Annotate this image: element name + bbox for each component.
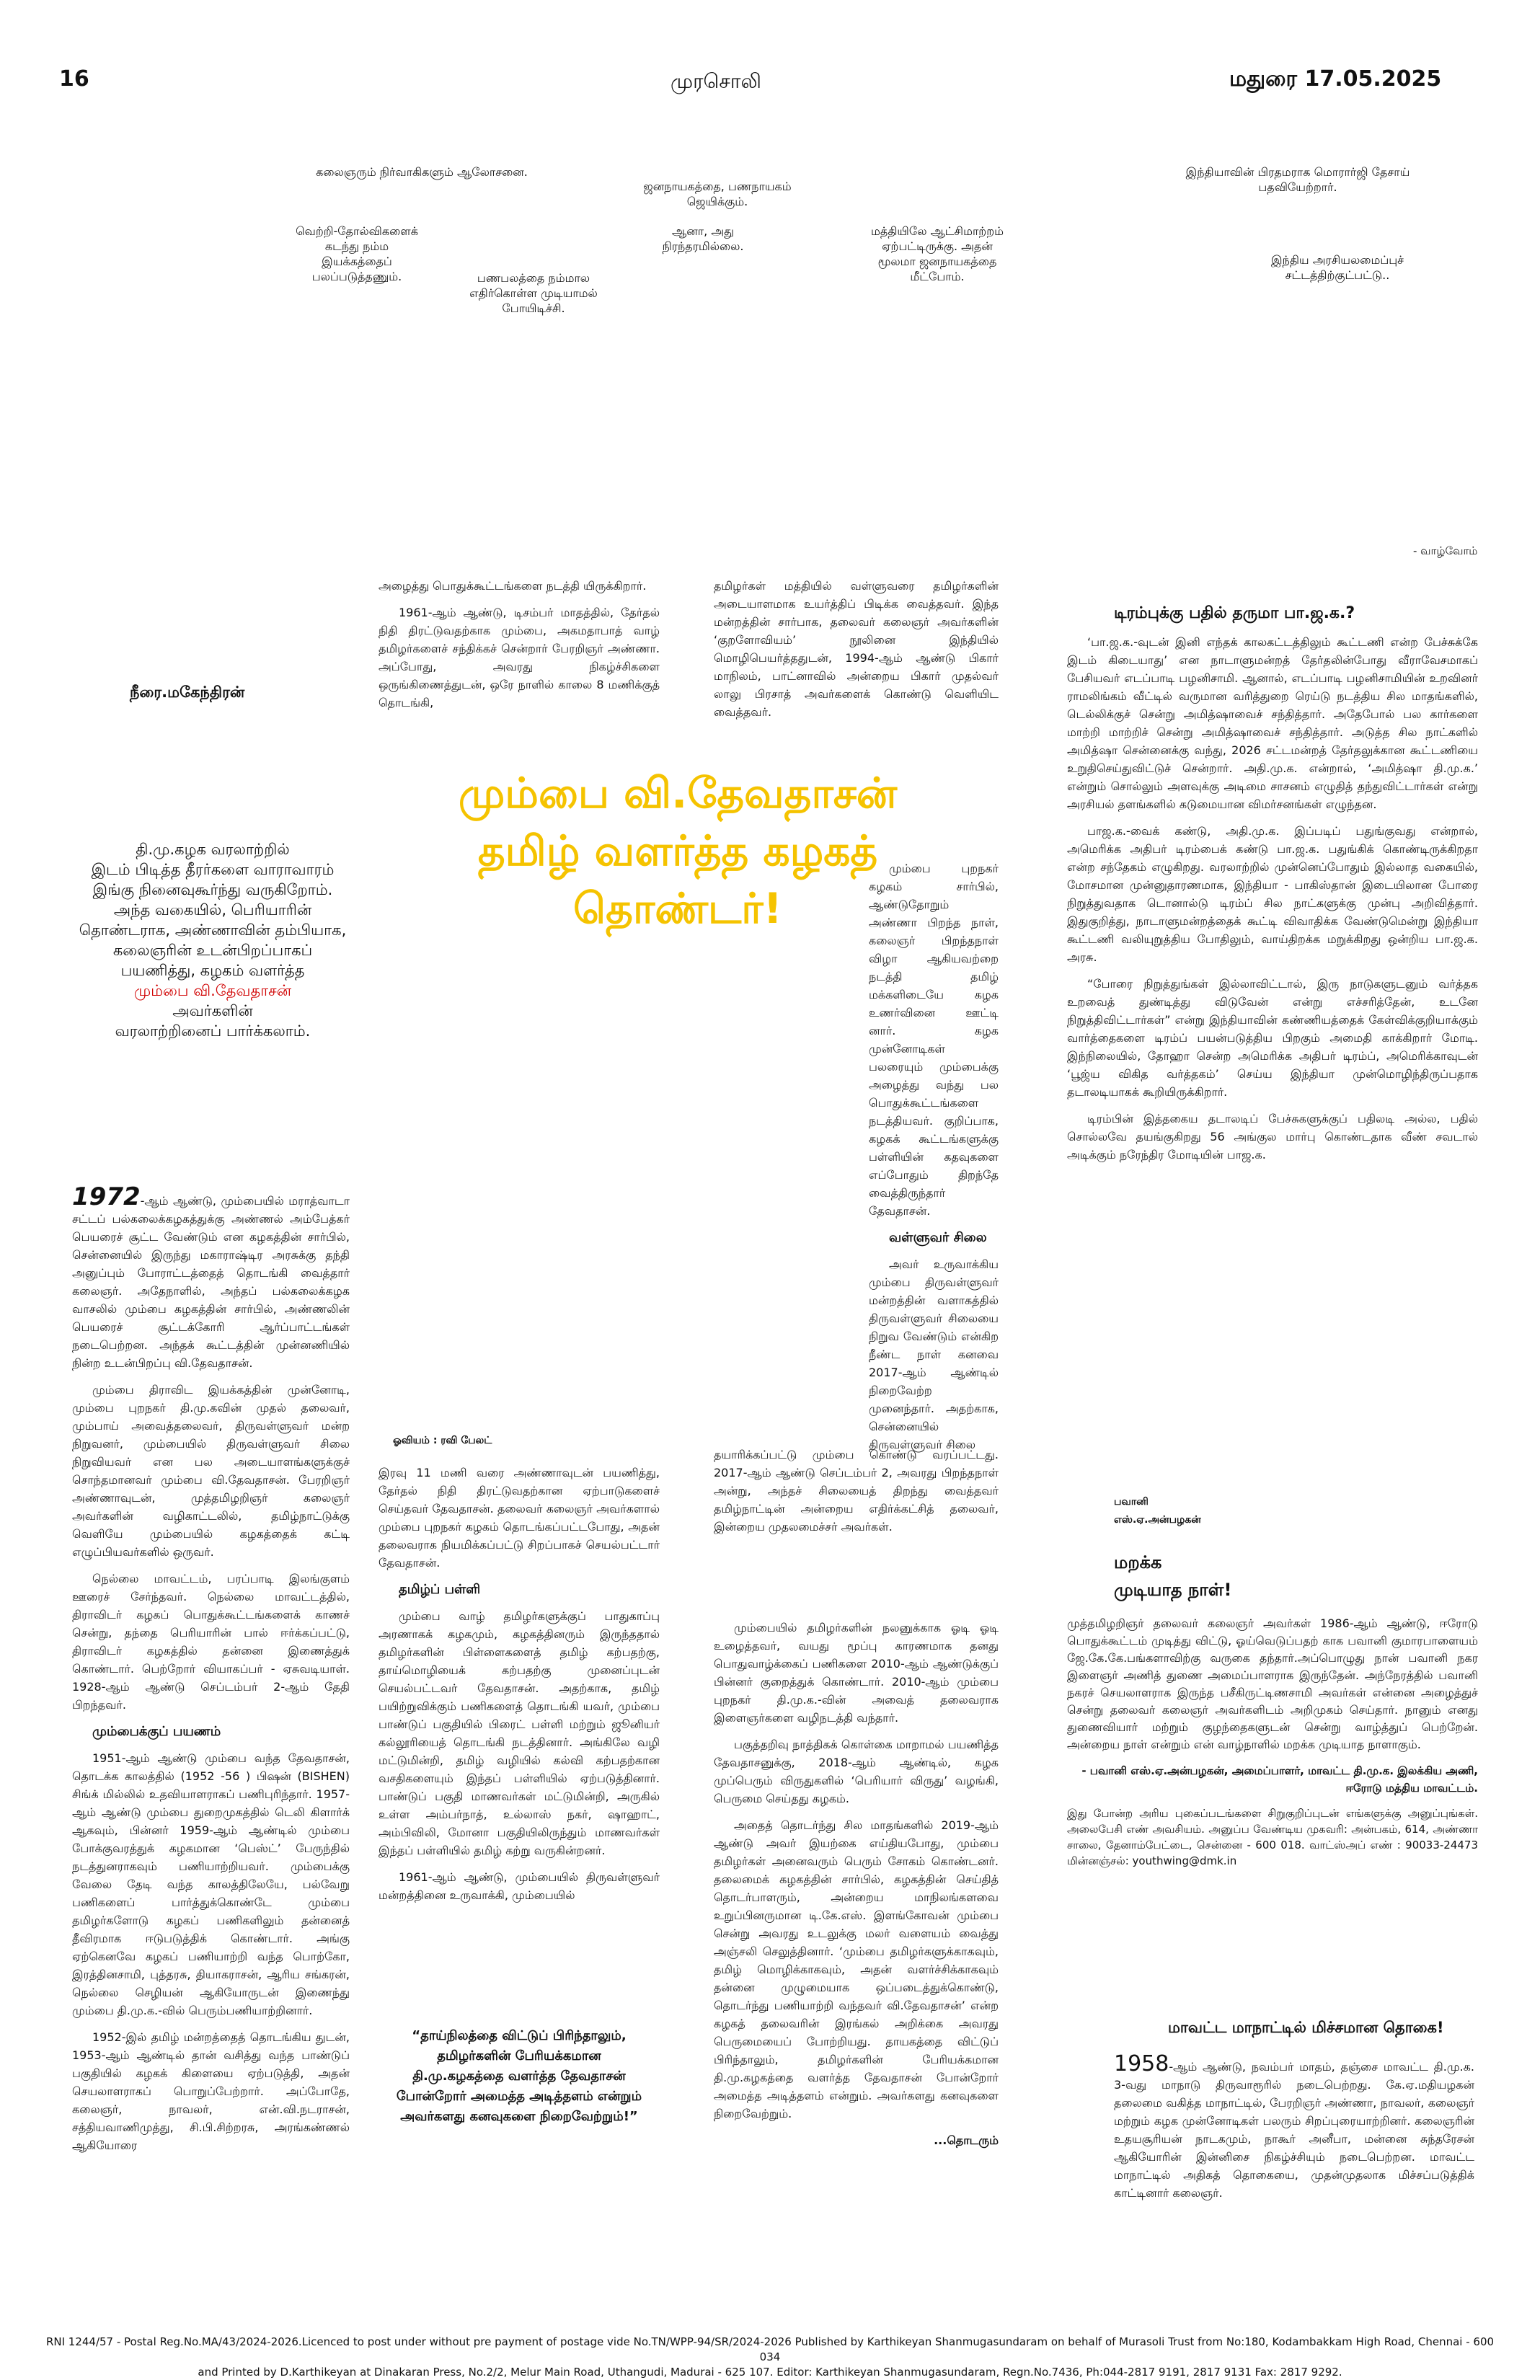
year-1958: 1958 bbox=[1114, 2051, 1169, 2076]
paragraph: ‘பா.ஜ.க.-வுடன் இனி எந்தக் காலகட்டத்திலும் கூட்டணி என்ற பேச்சுக்கே இடம் கிடையாது’ என நாடாளுமன்றத் தேர்தலின்போது வீராவேசமாகப் பேசியவர் எடப்பாடி பழனிசாமி. ஆனால், எடப்பாடி பழனிசாமியின் உறவினர் ராமலிங்கம் வீட்டில் வருமான வரித்துறை ரெய்டு நடத்திய சில மாதங்களில், டெல்லிக்குச் சென்று அமித்ஷாவைச் சந்தித்தார். அதேபோல் பல கார்களை மாற்றி மாற்றிச் சென்று அமித்ஷாவைச் சந்தித்தார். அடுத்த சில நாட்களில் அமித்ஷா சென்னைக்கு வந்து, 2026 சட்டமன்றத் தேர்தலுக்கான கூட்டணியை உறுதிசெய்துவிட்டுச் சென்றார். அதி.மு.க. என்றால், ‘அமித்ஷா தி.மு.க.’ என்றும் சொல்லும் அளவுக்கு அடிமை சாசனம் எழுதித் தந்துவிட்டார்கள் என்று அரசியல் தளங்களில் கடுமையான விமர்சனங்கள் எழுந்தன. bbox=[1067, 635, 1478, 811]
memory-heading-line: முடியாத நாள்! bbox=[1114, 1580, 1232, 1600]
paragraph: நெல்லை மாவட்டம், பரப்பாடி இலங்குளம் ஊரைச் சேர்ந்தவர். நெல்லை மாவட்டத்தில், திராவிடர் கழகப் பொதுக்கூட்டங்களைக் காணச் சென்று, தந்தை பெரியாரின் பால் ஈர்க்கப்பட்டு, திராவிடர் கழகத்தில் தன்னை இணைத்துக் கொண்டார். பெற்றோர் வியாகப்பர் - ஏசுவடியாள். 1928-ஆம் ஆண்டு செப்டம்பர் 2-ஆம் தேதி பிறந்தவர். bbox=[72, 1572, 350, 1712]
article-intro bbox=[72, 839, 353, 1041]
paragraph: முத்தமிழறிஞர் தலைவர் கலைஞர் அவர்கள் 1986-ஆம் ஆண்டு, ஈரோடு பொதுக்கூட்டம் முடித்து விட்டு, ஓய்வெடுப்பதற் காக பவானி குமாரபாளையம் ஜே.கே.கே.பங்களாவிற்கு வருகை தந்தார்.அப்பொழுது நான் பவானி நகர இளைஞர் அணித் துணை அமைப்பாளராக இருந்தேன். அந்நேரத்தில் பவானி நகரச் செயலாளராக இருந்த பசீகிருட்டிணசாமி அவர்கள் என்னை அழைத்துச் சென்று தலைவர் கலைஞர் அவர்களிடம் அறிமுகம் செய்தார். நானும் எனது துணைவியார் மற்றும் குழந்தைகளுடன் சென்று வாழ்த்துப் பெற்றேன். அன்றைய நாள் என்றும் என் வாழ்நாளில் மறக்க முடியாத நாளாகும். bbox=[1067, 1616, 1478, 1751]
cartoon-bubble-8: இந்திய அரசியலமைப்புச் சட்டத்திற்குட்பட்டு.. bbox=[1270, 253, 1404, 282]
conference-body bbox=[1114, 2051, 1474, 2211]
subheading-valluvar: வள்ளுவர் சிலை bbox=[889, 1230, 987, 1245]
year-1972: 1972 bbox=[72, 1182, 141, 1211]
article-column-2-top bbox=[379, 577, 660, 720]
article-column-3-top bbox=[714, 577, 999, 730]
paragraph: டிரம்பின் இத்தகைய தடாலடிப் பேச்சுகளுக்குப் பதிலடி அல்ல, பதில் சொல்லவே தயங்குகிறது 56 அங்குல மார்பு கொண்டதாக வீண் சவடால் அடிக்கும் நரேந்திர மோடியின் பாஜ.க. bbox=[1067, 1112, 1478, 1162]
memory-signature: - பவானி எஸ்.ஏ.அன்பழகன், அமைப்பாளர், மாவட்ட தி.மு.க. இலக்கிய அணி, ஈரோடு மத்திய மாவட்டம். bbox=[1081, 1764, 1478, 1795]
title-line-1: மும்பை வி.தேவதாசன் bbox=[458, 769, 898, 818]
cartoon-signoff: - வாழ்வோம் bbox=[1413, 544, 1478, 557]
memory-heading bbox=[1114, 1549, 1231, 1603]
city-date: மதுரை 17.05.2025 bbox=[1229, 66, 1442, 92]
article-column-1 bbox=[72, 1182, 350, 2163]
cartoon-caption-7: இந்தியாவின் பிரதமராக மொரார்ஜி தேசாய் பதவியேற்றார். bbox=[1185, 165, 1410, 194]
paragraph: அதைத் தொடர்ந்து சில மாதங்களில் 2019-ஆம் ஆண்டு அவர் இயற்கை எய்தியபோது, மும்பை தமிழர்கள் அனைவரும் பெரும் சோகம் கொண்டனர். தலைமைக் கழகத்தின் சார்பில், கழகத்தின் செய்தித் தொடர்பாளரும், அன்றைய மாநிலங்களவை உறுப்பினருமான டி.கே.எஸ். இளங்கோவன் மும்பை சென்று அவரது உடலுக்கு மலர் வளையம் வைத்து அஞ்சலி செலுத்தினார். ‘மும்பை தமிழர்களுக்காகவும், தமிழ் மொழிக்காகவும், அதன் வளர்ச்சிக்காகவும் தன்னை முழுமையாக ஒப்படைத்துக்கொண்டு, தொடர்ந்து பணியாற்றி வந்தவர் வி.தேவதாசன்’ என்ற கழகத் தலைவரின் இரங்கல் அறிக்கை அவரது பெருமையைப் போற்றியது. தாயகத்தை விட்டுப் பிரிந்தாலும், தமிழர்களின் பேரியக்கமான தி.மு.கழகத்தை வளர்த்த தேவதாசன் போன்றோர் அமைத்த அடித்தளம் என்றும். அவர்களது கனவுகளை நிறைவேற்றும். bbox=[714, 1818, 999, 2120]
article-column-3-narrow bbox=[869, 859, 999, 1462]
paragraph: -ஆம் ஆண்டு, மும்பையில் மராத்வாடா சட்டப் பல்கலைக்கழகத்துக்கு அண்ணல் அம்பேத்கர் பெயரைச் சூட்ட வேண்டும் என கழகத்தின் சார்பில், சென்னையில் இருந்து மகாராஷ்டிர அரசுக்கு தந்தி அனுப்பும் போராட்டத்தைத் தொடங்கி வைத்தார் கலைஞர். அதேநாளில், அந்தப் பல்கலைக்கழக வாசலில் மும்பை கழகத்தின் சார்பில், அண்ணலின் பெயரைச் சூட்டக்கோரி ஆர்ப்பாட்டங்கள் நடைபெற்றன. அந்தக் கூட்டத்தின் முன்னணியில் நின்ற உடன்பிறப்பு வி.தேவதாசன். bbox=[72, 1194, 350, 1370]
paragraph: பாஜ.க.-வைக் கண்டு, அதி.மு.க. இப்படிப் பதுங்குவது என்றால், அமெரிக்க அதிபர் டிரம்பைக் கண்டு பா.ஜ.க. பதுங்கிக் கொண்டிருக்கிறதா என்ற சந்தேகம் எழுகிறது. வரலாற்றில் முன்னெப்போதும் இல்லாத வகையில், மோசமான முன்னுதாரணமாக, இந்தியா - பாகிஸ்தான் இடையிலான போரை நிறுத்துவதாக டொனால்டு டிரம்ப் சில நாட்களுக்கு முன்பு அறிவித்தார். இதுகுறித்து, நாடாளுமன்றத்தைக் கூட்டி விவாதிக்க வேண்டுமென்று இந்தியா கூட்டணி வலியுறுத்திய போதிலும், வாய்திறக்க மறுக்கிறது ஒன்றிய பா.ஜ.க. அரசு. bbox=[1067, 824, 1478, 964]
subheading-mumbai: மும்பைக்குப் பயணம் bbox=[92, 1724, 221, 1739]
paragraph: 1961-ஆம் ஆண்டு, மும்பையில் திருவள்ளுவர் மன்றத்தினை உருவாக்கி, மும்பையில் bbox=[379, 1870, 660, 1902]
paragraph: 1952-இல் தமிழ் மன்றத்தைத் தொடங்கிய துடன், 1953-ஆம் ஆண்டில் தான் வசித்து வந்த பாண்டுப் பகுதியில் கழகக் கிளையை ஏற்படுத்தி, அதன் செயலாளராகப் பொறுப்பேற்றார். அப்போதே, கலைஞர், நாவலர், என்.வி.நடராசன், சத்தியவாணிமுத்து, சி.பி.சிற்றரசு, அரங்கண்ணல் ஆகியோரை bbox=[72, 2030, 350, 2152]
page-number: 16 bbox=[59, 66, 89, 92]
paragraph: மும்பையில் தமிழர்களின் நலனுக்காக ஓடி ஓடி உழைத்தவர், வயது மூப்பு காரணமாக தனது பொதுவாழ்க்கைப் பணிகளை 2010-ஆம் ஆண்டுக்குப் பின்னர் குறைத்துக் கொண்டார். 2010-ஆம் மும்பை புறநகர் தி.மு.க.-வின் அவைத் தலைவராக இளைஞர்களை வழிநடத்தி வந்தார். bbox=[714, 1621, 999, 1725]
intro-line: தி.மு.கழக வரலாற்றில் bbox=[136, 841, 290, 858]
intro-line: அந்த வகையில், பெரியாரின் bbox=[113, 901, 312, 919]
intro-line: வரலாற்றினைப் பார்க்கலாம். bbox=[115, 1022, 311, 1040]
paragraph: மும்பை திராவிட இயக்கத்தின் முன்னோடி, மும்பை புறநகர் தி.மு.கவின் முதல் தலைவர், மும்பாய் அவைத்தலைவர், திருவள்ளுவர் மன்ற நிறுவனர், மும்பையில் திருவள்ளுவர் சிலை நிறுவியவர் என பல அடையாளங்களுக்குச் சொந்தமானவர் மும்பை வி.தேவதாசன். பேரறிஞர் அண்ணாவுடன், முத்தமிழறிஞர் கலைஞர் அவர்களின் வழிகாட்டலில், தமிழ்நாட்டுக்கு வெளியே மும்பையில் கழகத்தைக் கட்டி எழுப்பியவர்களில் ஒருவர். bbox=[72, 1383, 350, 1559]
conference-heading: மாவட்ட மாநாட்டில் மிச்சமான தொகை! bbox=[1168, 2019, 1444, 2036]
cartoon-bubble-4: ஆனா, அது நிரந்தரமில்லை. bbox=[662, 224, 744, 253]
imprint-line-2: and Printed by D.Karthikeyan at Dinakaran Press, No.2/2, Melur Main Road, Uthangudi, Madurai - 625 107. Editor: Karthikeyan Shanmugasundaram, Regn.No.7436, Ph:044-2817 9191, 2817 9131 Fax: 2817 9292. bbox=[198, 2366, 1342, 2379]
article-author: நீரை.மகேந்திரன் bbox=[130, 684, 245, 701]
cartoon-bubble-5: பணபலத்தை நம்மால எதிர்கொள்ள முடியாமல் போயிடிச்சி. bbox=[469, 271, 598, 315]
memory-place: பவானி bbox=[1114, 1496, 1149, 1508]
subheading-school: தமிழ்ப் பள்ளி bbox=[399, 1582, 481, 1597]
trump-heading: டிரம்புக்கு பதில் தருமா பா.ஜ.க.? bbox=[1114, 604, 1355, 622]
article-column-3-lower bbox=[714, 1619, 999, 2158]
intro-line: அவர்களின் bbox=[172, 1002, 253, 1019]
intro-line: பயணித்து, கழகம் வளர்த்த bbox=[120, 962, 305, 979]
paragraph: தமிழர்கள் மத்தியில் வள்ளுவரை தமிழர்களின் அடையாளமாக உயர்த்திப் பிடிக்க வைத்தவர். இந்த மன்றத்தின் சார்பாக, தலைவர் கலைஞர் அவர்களின் ‘குறளோவியம்’ நூலினை இந்தியில் மொழிபெயர்த்ததுடன், 1994-ஆம் ஆண்டு பிகார் மாநிலம், பாட்னாவில் அன்றைய பிகார் முதல்வர் லாலு பிரசாத் அவர்களைக் கொண்டு வெளியிட வைத்தவர். bbox=[714, 579, 999, 719]
paragraph: அவர் உருவாக்கிய மும்பை திருவள்ளுவர் மன்றத்தின் வளாகத்தில் திருவள்ளுவர் சிலையை நிறுவ வேண்டும் என்கிற நீண்ட நாள் கனவை 2017-ஆம் ஆண்டில் நிறைவேற்ற முனைந்தார். அதற்காக, சென்னையில் திருவள்ளுவர் சிலை bbox=[869, 1257, 999, 1451]
painting-credit: ஓவியம் : ரவி பேலட் bbox=[393, 1435, 492, 1446]
paragraph: “போரை நிறுத்துங்கள் இல்லாவிட்டால், இரு நாடுகளுடனும் வர்த்தக உறவைத் துண்டித்து விடுவேன் என்று எச்சரித்தேன், உடனே நிறுத்திவிட்டார்கள்” என்று இந்தியாவின் கண்ணியத்தைக் கேள்விக்குறியாக்கும் வார்த்தைகளை டிரம்ப் பயன்படுத்திய பிறகும் அமைதி காக்கிறார் மோடி. இந்நிலையில், தோஹா சென்ற அமெரிக்க அதிபர் டிரம்ப், அமெரிக்காவுடன் ‘பூஜ்ய விகித வர்த்தகம்’ செய்ய இந்தியா முன்மொழிந்திருப்பதாக தடாலடியாகக் கூறியிருக்கிறார். bbox=[1067, 977, 1478, 1099]
paragraph: இரவு 11 மணி வரை அண்ணாவுடன் பயணித்து, தேர்தல் நிதி திரட்டுவதற்கான ஏற்பாடுகளைச் செய்தவர் தேவதாசன். தலைவர் கலைஞர் அவர்களால் மும்பை புறநகர் கழகம் தொடங்கப்பட்டபோது, அதன் தலைவராக நியமிக்கப்பட்டு சிறப்பாகச் செயல்பட்டார் தேவதாசன். bbox=[379, 1466, 660, 1570]
title-line-2: தமிழ் வளர்த்த கழகத் தொண்டர்! bbox=[477, 826, 878, 933]
memory-body bbox=[1067, 1615, 1478, 1877]
continued-marker: ...தொடரும் bbox=[934, 2133, 999, 2147]
paragraph: 1961-ஆம் ஆண்டு, டிசம்பர் மாதத்தில், தேர்தல் நிதி திரட்டுவதற்காக மும்பை, அகமதாபாத் வாழ் தமிழர்களைச் சந்திக்கச் சென்றார் பேரறிஞர் அண்ணா. அப்போது, அவரது நிகழ்ச்சிகளை ஒருங்கிணைத்துடன், ஒரே நாளில் காலை 8 மணிக்குத் தொடங்கி, bbox=[379, 606, 660, 709]
paragraph: -ஆம் ஆண்டு, நவம்பர் மாதம், தஞ்சை மாவட்ட தி.மு.க. 3-வது மாநாடு திருவாரூரில் நடைபெற்றது. கே.ஏ.மதியழகன் தலைமை வகித்த மாநாட்டில், பேரறிஞர் அண்ணா, நாவலர், கலைஞர் மற்றும் கழக முன்னோடிகள் பலரும் சிறப்புரையாற்றினர். கலைஞரின் உதயசூரியன் நாடகமும், நாகூர் அனீபா, மன்னை சுந்தரேசன் ஆகியோரின் இன்னிசை நிகழ்ச்சியும் நடைபெற்றன. மாவட்ட மாநாட்டில் அதிகத் தொகையை, முதன்முதலாக மிச்சப்படுத்திக் காட்டினார் கலைஞர். bbox=[1114, 2060, 1474, 2200]
intro-line: தொண்டராக, அண்ணாவின் தம்பியாக, bbox=[79, 921, 347, 939]
paragraph: தயாரிக்கப்பட்டு மும்பை கொண்டு வரப்பட்டது. 2017-ஆம் ஆண்டு செப்டம்பர் 2, அவரது பிறந்தநாள் அன்று, அந்தச் சிலையைத் திறந்து வைத்தவர் தமிழ்நாட்டின் அன்றைய எதிர்க்கட்சித் தலைவர், இன்றைய முதலமைச்சர் அவர்கள். bbox=[714, 1448, 999, 1534]
cartoon-bubble-6: மத்தியிலே ஆட்சிமாற்றம் ஏற்பட்டிருக்கு. அதன் மூலமா ஜனநாயகத்தை மீட்போம். bbox=[871, 224, 1004, 283]
intro-line: இங்கு நினைவுகூர்ந்து வருகிறோம். bbox=[92, 881, 333, 898]
imprint-footer bbox=[43, 2335, 1497, 2380]
paragraph: மும்பை புறநகர் கழகம் சார்பில், ஆண்டுதோறும் அண்ணா பிறந்த நாள், கலைஞர் பிறந்தநாள் விழா ஆகியவற்றை நடத்தி தமிழ் மக்களிடையே கழக உணர்வினை ஊட்டி னார். கழக முன்னோடிகள் பலரையும் மும்பைக்கு அழைத்து வந்து பல பொதுக்கூட்டங்களை நடத்தியவர். குறிப்பாக, கழகக் கூட்டங்களுக்கு பள்ளியின் கதவுகளை எப்போதும் திறந்தே வைத்திருந்தார் தேவதாசன். bbox=[869, 862, 999, 1218]
paragraph: அழைத்து பொதுக்கூட்டங்களை நடத்தி யிருக்கிறார். bbox=[379, 579, 647, 593]
memory-photographer: எஸ்.ஏ.அன்பழகன் bbox=[1114, 1514, 1201, 1526]
paragraph: மும்பை வாழ் தமிழர்களுக்குப் பாதுகாப்பு அரணாகக் கழகமும், கழகத்தினரும் இருந்ததால் தமிழர்களின் பிள்ளைகளைத் தமிழ் கற்பதற்கு, தாய்மொழியைக் கற்பதற்கு முனைப்புடன் செயல்பட்டவர் தேவதாசன். அதற்காக, தமிழ் பயிற்றுவிக்கும் பணிகளைத் தொடங்கி யவர், மும்பை பாண்டுப் பகுதியில் பிரைட் பள்ளி மற்றும் ஜூனியர் கல்லூரியைத் தொடங்கி நடத்தினார். அங்கிலே வழி மட்டுமின்றி, தமிழ் வழியில் கல்வி கற்பதற்கான வசதிகளையும் இந்தப் பள்ளியில் ஏற்படுத்தினார். பாண்டுப் பகுதி மாணவர்கள் மட்டுமின்றி, அருகில் உள்ள அம்பர்நாத், உல்லாஸ் நகர், ஷாஹாட், அம்பிவிலி, மோனா பகுதியிலிருந்தும் மாணவர்கள் இந்தப் பள்ளியில் தமிழ் கற்று வருகின்றனர். bbox=[379, 1609, 660, 1857]
article-column-3-mid bbox=[714, 1446, 999, 1544]
intro-line: இடம் பிடித்த தீரர்களை வாராவாரம் bbox=[91, 861, 335, 878]
cartoon-bubble-3: ஜனநாயகத்தை, பணநாயகம் ஜெயிக்கும். bbox=[643, 180, 792, 208]
cartoon-caption-1: கலைஞரும் நிர்வாகிகளும் ஆலோசனை. bbox=[316, 165, 528, 179]
masthead: முரசொலி bbox=[671, 69, 761, 93]
imprint-line-1: RNI 1244/57 - Postal Reg.No.MA/43/2024-2026.Licenced to post under without pre payment of postage vide No.TN/WPP-94/SR/2024-2026 Published by Karthikeyan Shanmugasundaram on behalf of Murasoli Trust from No:180, Kodambakkam High Road, Chennai - 600 034 bbox=[45, 2335, 1495, 2363]
trump-body bbox=[1067, 633, 1478, 1172]
intro-highlight-name: மும்பை வி.தேவதாசன் bbox=[133, 982, 292, 999]
memory-heading-line: மறக்க bbox=[1114, 1552, 1162, 1572]
portrait-illustration bbox=[379, 859, 854, 1425]
intro-line: கலைஞரின் உடன்பிறப்பாகப் bbox=[112, 942, 313, 959]
cartoon-bubble-2: வெற்றி-தோல்விகளைக் கடந்து நம்ம இயக்கத்தைப் பலப்படுத்தணும். bbox=[296, 224, 418, 283]
pull-quote: “தாய்நிலத்தை விட்டுப் பிரிந்தாலும், தமிழர்களின் பேரியக்கமான தி.மு.கழகத்தை வளர்த்த தேவதாசன் போன்றோர் அமைத்த அடித்தளம் என்றும் அவர்களது கனவுகளை நிறைவேற்றும்!” bbox=[396, 2028, 642, 2124]
article-column-2-lower bbox=[379, 1464, 660, 1913]
submission-call: இது போன்ற அரிய புகைப்படங்களை சிறுகுறிப்புடன் எங்களுக்கு அனுப்புங்கள். அலைபேசி எண் அவசியம். அனுப்ப வேண்டிய முகவரி: அன்பகம், 614, அண்ணா சாலை, தேனாம்பேட்டை, சென்னை - 600 018. வாட்ஸ்அப் எண் : 90033-24473 மின்னஞ்சல்: youthwing@dmk.in bbox=[1067, 1807, 1478, 1867]
paragraph: பகுத்தறிவு நாத்திகக் கொள்கை மாறாமல் பயணித்த தேவதாசனுக்கு, 2018-ஆம் ஆண்டில், கழக முப்பெரும் விருதுகளில் ‘பெரியார் விருது’ வழங்கி, பெருமை செய்தது கழகம். bbox=[714, 1738, 999, 1805]
paragraph: 1951-ஆம் ஆண்டு மும்பை வந்த தேவதாசன், தொடக்க காலத்தில் (1952 -56 ) பிஷன் (BISHEN) சிங்க் மில்லில் உதவியாளராகப் பணிபுரிந்தார். 1957-ஆம் ஆண்டு மும்பை துறைமுகத்தில் டெலி கிளார்க் ஆகவும், பின்னர் 1959-ஆம் ஆண்டில் மும்பை போக்குவரத்துக் கழகமான ‘பெஸ்ட்’ பேருந்தில் நடத்துனராகவும் பணியாற்றியவர். மும்பைக்கு வேலை தேடி வந்த காலத்திலேயே, பல்வேறு பணிகளைப் பார்த்துக்கொண்டே மும்பை தமிழர்களோடு கழகப் பணிகளிலும் தன்னைத் தீவிரமாக ஈடுபடுத்திக் கொண்டார். அங்கு ஏற்கெனவே கழகப் பணியாற்றி வந்த பொற்கோ, இரத்தினசாமி, புத்தரசு, தியாகராசன், ஆரிய சங்கரன், நெல்லை செழியன் ஆகியோருடன் இணைந்து மும்பை தி.மு.க.-வில் பெரும்பணியாற்றினார். bbox=[72, 1751, 350, 2017]
